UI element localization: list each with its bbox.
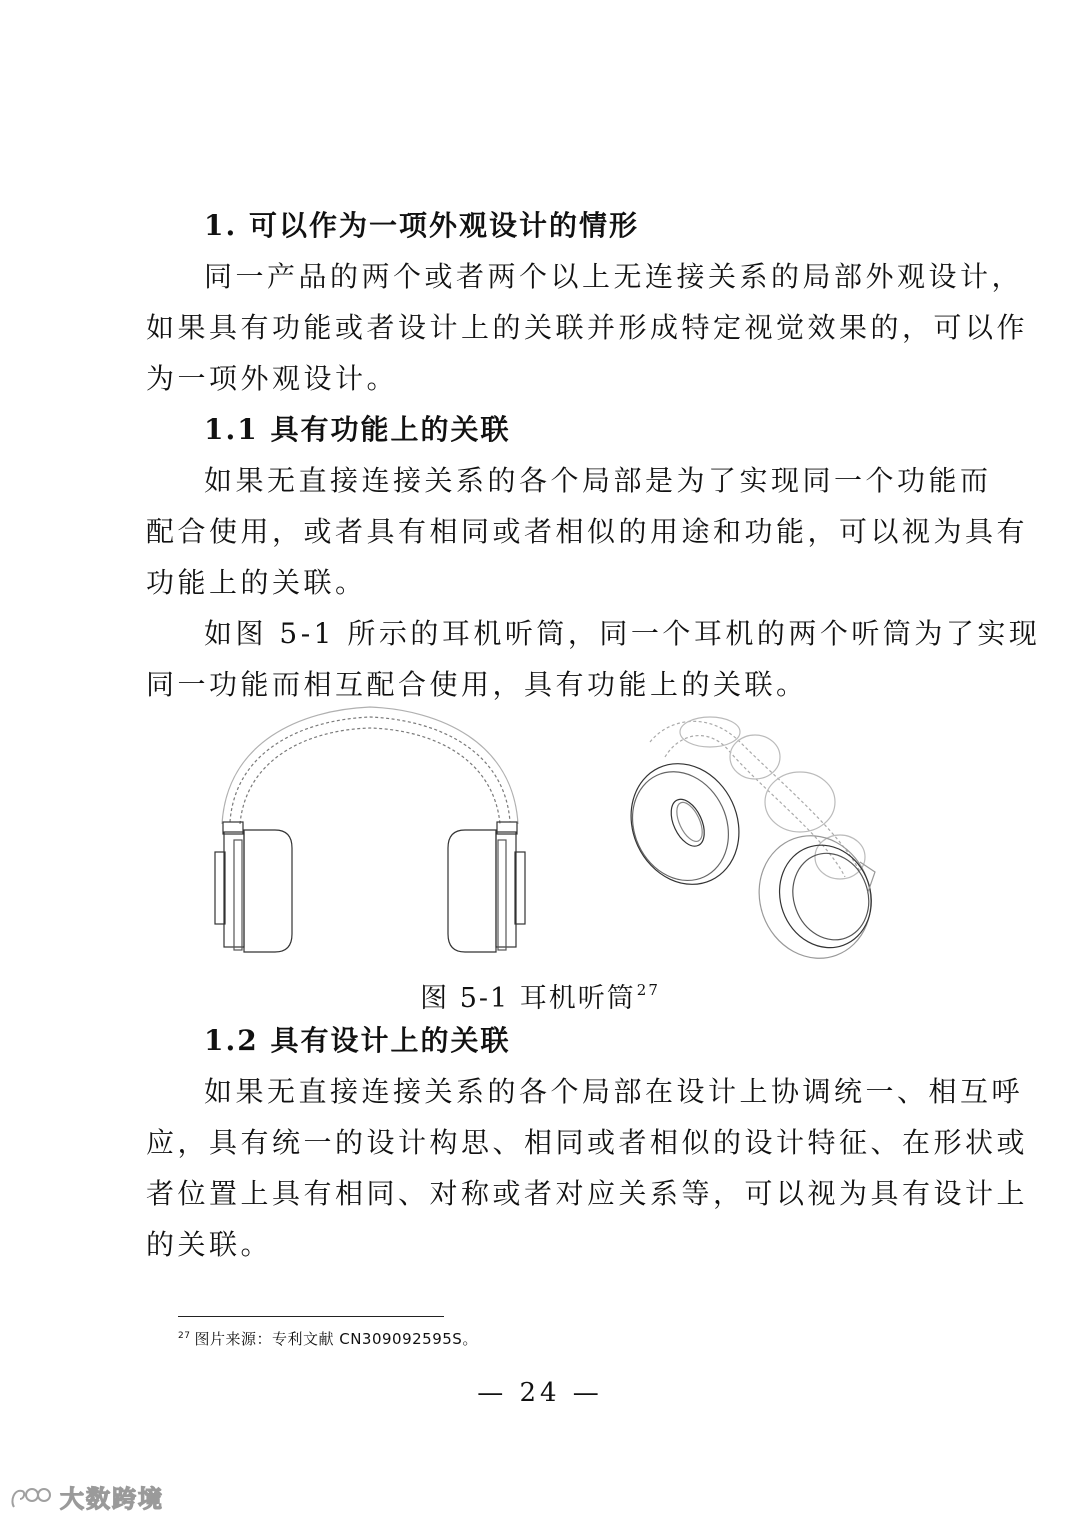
section-1-para-line-3: 为一项外观设计。 [146,362,399,395]
section-1-1-para1-line-2: 配合使用，或者具有相同或者相似的用途和功能，可以视为具有 [146,515,1029,548]
headphone-front-view [215,707,525,952]
page-number: — 24 — [477,1378,603,1408]
footnote [178,1326,478,1349]
footnote-ref-27: 27 [636,981,660,999]
section-1-1-para1-line-3: 功能上的关联。 [146,566,367,599]
figure-caption-text: 图 5-1 耳机听筒 [420,983,636,1014]
footnote-number: 27 [178,1331,191,1341]
watermark [10,1478,164,1514]
section-1-2-para-line-4: 的关联。 [146,1228,273,1261]
section-1-2-para-line-3: 者位置上具有相同、对称或者对应关系等，可以视为具有设计上 [146,1177,1029,1210]
watermark-logo-icon [10,1481,54,1511]
footnote-text: 图片来源：专利文献 CN309092595S。 [194,1330,478,1348]
headphone-figure [200,712,900,967]
section-1-2-title: 1.2 具有设计上的关联 [204,1024,511,1057]
section-1-para-line-1: 同一产品的两个或者两个以上无连接关系的局部外观设计， [204,260,1024,293]
section-1-2-para-line-1: 如果无直接连接关系的各个局部在设计上协调统一、相互呼 [204,1075,1024,1108]
section-1-1-para2-line-1: 如图 5-1 所示的耳机听筒，同一个耳机的两个听筒为了实现 [204,617,1041,650]
section-1-2-para-line-2: 应，具有统一的设计构思、相同或者相似的设计特征、在形状或 [146,1126,1029,1159]
section-1-title: 1. 可以作为一项外观设计的情形 [204,209,639,242]
section-1-para-line-2: 如果具有功能或者设计上的关联并形成特定视觉效果的，可以作 [146,311,1029,344]
section-1-1-para2-line-2: 同一功能而相互配合使用，具有功能上的关联。 [146,668,808,701]
watermark-text: 大数跨境 [60,1484,164,1513]
section-1-1-title: 1.1 具有功能上的关联 [204,413,511,446]
footnote-divider [178,1316,444,1317]
headphone-perspective-view [612,717,888,974]
figure-caption [0,970,1080,1019]
section-1-1-para1-line-1: 如果无直接连接关系的各个局部是为了实现同一个功能而 [204,464,992,497]
